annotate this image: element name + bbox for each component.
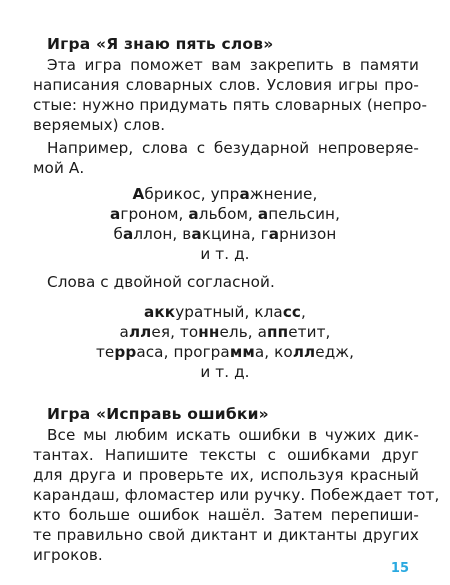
section-title-fix-errors: Игра «Исправь ошибки» bbox=[47, 405, 269, 423]
highlighted-letters: А bbox=[132, 185, 145, 203]
highlighted-letters: рр bbox=[114, 343, 137, 361]
paragraph-line: Слова с двойной согласной. bbox=[47, 273, 275, 291]
highlighted-letters: а bbox=[123, 225, 134, 243]
word-part: , bbox=[301, 303, 306, 321]
highlighted-letters: лл bbox=[292, 343, 316, 361]
word-part: а bbox=[119, 323, 129, 341]
word-part: аса, bbox=[136, 343, 169, 361]
word-part: ко bbox=[269, 343, 293, 361]
paragraph-line: стые: нужно придумать пять словарных (непро- bbox=[33, 96, 428, 114]
word-list-row bbox=[0, 225, 450, 243]
highlighted-letters: а bbox=[188, 205, 199, 223]
word-part: то bbox=[175, 323, 199, 341]
section-title-five-words: Игра «Я знаю пять слов» bbox=[47, 35, 274, 53]
word-list-row bbox=[0, 205, 450, 223]
page-number: 15 bbox=[390, 561, 409, 576]
highlighted-letters: а bbox=[239, 185, 250, 203]
paragraph-line: веряемых) слов. bbox=[33, 116, 166, 134]
highlighted-letters: сс bbox=[282, 303, 302, 321]
paragraph-line: кто больше ошибок нашёл. Затем перепиши- bbox=[33, 506, 419, 524]
word-part: упр bbox=[205, 185, 240, 203]
word-part: в bbox=[177, 225, 192, 243]
highlighted-letters: а bbox=[268, 225, 280, 243]
paragraph-line: карандаш, фломастер или ручку. Побеждает тот, bbox=[33, 486, 440, 504]
word-part: льбом, bbox=[198, 205, 253, 223]
word-list-row bbox=[0, 185, 450, 203]
word-part: те bbox=[95, 343, 115, 361]
word-part: г bbox=[255, 225, 269, 243]
word-part: едж, bbox=[315, 343, 355, 361]
word-part: а bbox=[252, 323, 268, 341]
highlighted-letters: акк bbox=[144, 303, 176, 321]
word-list-row bbox=[0, 303, 450, 321]
word-part: етит, bbox=[288, 323, 331, 341]
highlighted-letters: мм bbox=[229, 343, 255, 361]
word-part: ллон, bbox=[133, 225, 178, 243]
word-part: пельсин, bbox=[268, 205, 340, 223]
word-part: уратный, bbox=[175, 303, 250, 321]
paragraph-line: Например, слова с безударной непроверяе- bbox=[47, 139, 419, 157]
paragraph-line: для друга и проверьте их, используя красный bbox=[33, 466, 419, 484]
paragraph-line: Все мы любим искать ошибки в чужих дик- bbox=[47, 426, 419, 444]
paragraph-line: игроков. bbox=[33, 546, 103, 564]
highlighted-letters: пп bbox=[267, 323, 289, 341]
etc-label: и т. д. bbox=[200, 363, 250, 381]
word-list-row bbox=[0, 323, 450, 341]
word-part: програ bbox=[168, 343, 230, 361]
highlighted-letters: лл bbox=[128, 323, 152, 341]
highlighted-letters: а bbox=[191, 225, 202, 243]
word-part: а, bbox=[254, 343, 270, 361]
word-part: гроном, bbox=[120, 205, 184, 223]
paragraph-line: Эта игра поможет вам закрепить в памяти bbox=[47, 56, 419, 74]
word-part: ея, bbox=[151, 323, 175, 341]
word-list-row bbox=[0, 343, 450, 361]
word-part: рнизон bbox=[279, 225, 337, 243]
paragraph-line: тантах. Напишите тексты с ошибками друг bbox=[33, 446, 419, 464]
word-part: ель, bbox=[219, 323, 253, 341]
word-part: б bbox=[113, 225, 124, 243]
word-part: брикос, bbox=[144, 185, 206, 203]
paragraph-line: написания словарных слов. Условия игры про- bbox=[33, 76, 419, 94]
paragraph-line: мой А. bbox=[33, 159, 85, 177]
highlighted-letters: а bbox=[257, 205, 269, 223]
highlighted-letters: а bbox=[110, 205, 121, 223]
word-part: кла bbox=[249, 303, 283, 321]
highlighted-letters: нн bbox=[198, 323, 220, 341]
word-part: кцина, bbox=[201, 225, 256, 243]
word-part: жнение, bbox=[249, 185, 318, 203]
paragraph-line: те правильно свой диктант и диктанты других bbox=[33, 526, 419, 544]
etc-label: и т. д. bbox=[200, 245, 250, 263]
